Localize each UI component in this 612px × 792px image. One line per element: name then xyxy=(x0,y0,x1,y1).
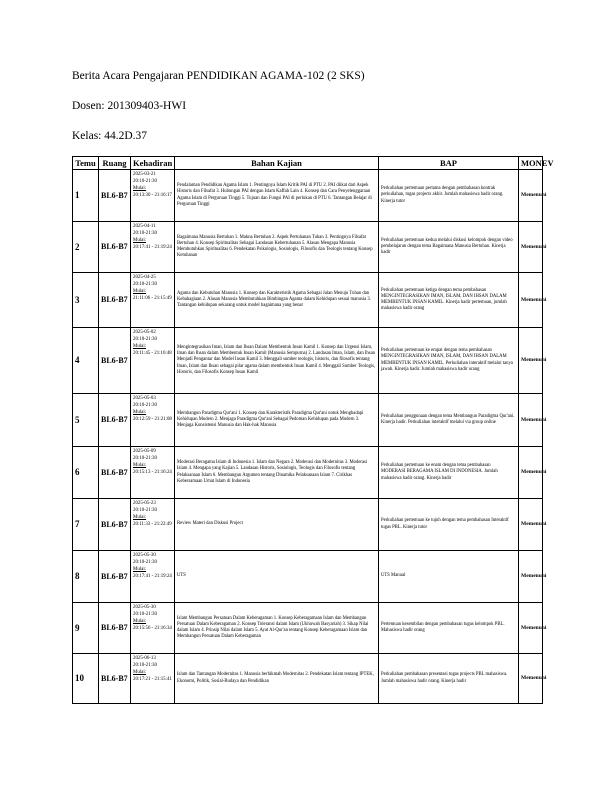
session-time-range: 20:10-21:30 xyxy=(133,508,157,513)
cell-kehadiran xyxy=(131,654,175,704)
cell-ruang: BL6-B7 xyxy=(99,328,131,394)
session-date: 2025-04-11 xyxy=(133,224,156,229)
page-title: Berita Acara Pengajaran PENDIDIKAN AGAMA-102 (2 SKS) xyxy=(72,70,365,82)
teaching-record-table xyxy=(72,156,554,704)
session-time-range: 20:10-21:30 xyxy=(133,231,157,236)
session-date: 2025-05-30 xyxy=(133,553,156,558)
session-start-label: Mulai: xyxy=(133,186,147,191)
cell-ruang: BL6-B7 xyxy=(99,499,131,551)
col-header-temu: Temu xyxy=(73,157,99,170)
cell-monev: Memenuhi xyxy=(519,170,543,222)
table-row xyxy=(73,170,543,222)
cell-temu: 10 xyxy=(73,654,99,704)
table-row xyxy=(73,499,543,551)
col-header-ruang: Ruang xyxy=(99,157,131,170)
session-attendance-time: 20:17:41 - 21:19:24 xyxy=(133,574,172,579)
cell-temu: 1 xyxy=(73,170,99,222)
session-date: 2025-05-03 xyxy=(133,396,156,401)
cell-bap: Perkuliahan pertemuan pertama dengan pembahasan kontrak perkuliahan, tugas projects akhir. Jumlah mahasiswa hadir orang. Kinerja tutor xyxy=(379,170,519,222)
cell-kehadiran xyxy=(131,603,175,654)
cell-bahan-kajian: Islam Membangun Persatuan Dalam Keberagaman 1. Konsep Keberagamaan Islam dan Membangun Persatuan Dalam Keberagaman 2. Konsep Toleransi dalam Islam (Ukhuwah Basyariah) 3. Sikap Nilai dalam Islam 4. Prinsip Nilai dalam Islam 5. Ayat Al-Qur'an tentang Konsep Keberagamaan Islam dan Membangun Persatuan Dalam Keberagaman xyxy=(175,603,379,654)
session-date: 2025-04-25 xyxy=(133,275,156,280)
col-header-monev: MONEV xyxy=(519,157,543,170)
cell-bahan-kajian: UTS xyxy=(175,551,379,603)
session-start-label: Mulai: xyxy=(133,670,147,675)
session-time-range: 20:10-21:30 xyxy=(133,179,157,184)
session-attendance-time: 20:11:33 - 21:22:49 xyxy=(133,522,172,527)
cell-monev: Memenuhi xyxy=(519,654,543,704)
col-header-kehadiran: Kehadiran xyxy=(131,157,175,170)
table-row xyxy=(73,394,543,447)
col-header-bahan-kajian: Bahan Kajian xyxy=(175,157,379,170)
table-row xyxy=(73,603,543,654)
session-date: 2025-05-02 xyxy=(133,330,156,335)
cell-temu: 9 xyxy=(73,603,99,654)
cell-ruang: BL6-B7 xyxy=(99,654,131,704)
session-start-label: Mulai: xyxy=(133,515,147,520)
session-time-range: 20:10-21:30 xyxy=(133,337,157,342)
cell-kehadiran xyxy=(131,273,175,328)
cell-temu: 7 xyxy=(73,499,99,551)
session-attendance-time: 20:13:30 - 21:16:17 xyxy=(133,193,172,198)
session-date: 2025-06-13 xyxy=(133,656,156,661)
cell-bap: Perkuliahan pembahasan presentasi tugas projects PBL mahasiswa. Jumlah mahasiswa hadir orang. Kinerja hadir xyxy=(379,654,519,704)
cell-ruang: BL6-B7 xyxy=(99,394,131,447)
cell-kehadiran xyxy=(131,447,175,499)
session-attendance-time: 20:11:45 - 21:16:48 xyxy=(133,351,172,356)
session-date: 2025-05-09 xyxy=(133,449,156,454)
session-start-label: Mulai: xyxy=(133,619,147,624)
cell-bap: Perkuliahan pertemuan ke tujuh dengan tema pembahasan Interaktif tugas PBL. Kinerja tutor xyxy=(379,499,519,551)
table-header-row xyxy=(73,157,543,170)
session-time-range: 20:10-21:30 xyxy=(133,560,157,565)
cell-monev: Memenuhi xyxy=(519,273,543,328)
cell-kehadiran xyxy=(131,328,175,394)
session-start-label: Mulai: xyxy=(133,344,147,349)
cell-ruang: BL6-B7 xyxy=(99,603,131,654)
cell-bahan-kajian: Bagaimana Manusia Bertuhan 1. Makna Bertuhan 2. Aspek Pertuhanan Tuhan 3. Pentingnya Filsafat Bertuhan 4. Konsep Spiritualitas Sebagai Landasan Kebertuhanan 5. Alasan Mengapa Manusia Membutuhkan Spiritualitas 6. Pendekatan Psikologis, Sosiologis, Filosofis dan Teologis tentang Konsep Ketuhanan xyxy=(175,222,379,273)
lecturer-line: Dosen: 201309403-HWI xyxy=(72,100,187,112)
cell-monev: Memenuhi xyxy=(519,603,543,654)
cell-bahan-kajian: Mengintegrasikan Iman, Islam dan Ihsan Dalam Membentuk Insan Kamil 1. Konsep dan Urgensi Islam, Iman dan Ihsan dalam Membentuk Insan Kamil (Manusia Sempurna) 2. Landasan Iman, Islam, dan Ihsan Menjadi Pengantar dan Model Insan Kamil 3. Menggali sumber teologis, historis, dan filosofis tentang Iman, Islam dan Ihsan sebagai pilar agama dalam membentuk Insan Kamil 4. Menggali Sumber Teologis, Historis, dan Filosofis Konsep Insan Kamil xyxy=(175,328,379,394)
cell-ruang: BL6-B7 xyxy=(99,447,131,499)
cell-temu: 4 xyxy=(73,328,99,394)
session-date: 2025-05-23 xyxy=(133,501,156,506)
cell-monev: Memenuhi xyxy=(519,222,543,273)
cell-bahan-kajian: Agama dan Kebutuhan Manusia 1. Konsep dan Karakteristik Agama Sebagai Jalan Menuju Tuhan dan Kebahagiaan 2. Alasan Manusia Membutuhkan Bimbingan Agama dalam Kehidupan sesuai manusia 3. Tantangan kehidupan sekarang untuk model bagaimana yang benar xyxy=(175,273,379,328)
table-row xyxy=(73,551,543,603)
cell-bap: UTS Manual xyxy=(379,551,519,603)
session-attendance-time: 20:12:59 - 21:21:08 xyxy=(133,417,172,422)
cell-monev: Memenuhi xyxy=(519,394,543,447)
session-time-range: 20:10-21:30 xyxy=(133,403,157,408)
class-line: Kelas: 44.2D.37 xyxy=(72,130,148,142)
cell-ruang: BL6-B7 xyxy=(99,551,131,603)
table-row xyxy=(73,273,543,328)
cell-temu: 5 xyxy=(73,394,99,447)
cell-monev: Memenuhi xyxy=(519,551,543,603)
cell-kehadiran xyxy=(131,222,175,273)
session-time-range: 20:10-21:30 xyxy=(133,663,157,668)
cell-monev: Memenuhi xyxy=(519,499,543,551)
cell-temu: 8 xyxy=(73,551,99,603)
session-start-label: Mulai: xyxy=(133,238,147,243)
cell-temu: 2 xyxy=(73,222,99,273)
session-attendance-time: 20:15:13 - 21:16:24 xyxy=(133,470,172,475)
cell-bap: Pertemuan kesembilan dengan pembahasan tugas kelompok PBL. Mahasiswa hadir orang xyxy=(379,603,519,654)
session-start-label: Mulai: xyxy=(133,463,147,468)
cell-bahan-kajian: Islam dan Tantangan Modernitas 1. Manusia berhikmah Modernitas 2. Pendekatan Islam tentang IPTEK, Ekonomi, Politik, Sosial-Budaya dan Pendidikan xyxy=(175,654,379,704)
cell-bap: Perkuliahan pertemuan kedua melalui diskusi kelompok dengan video pembelajaran dengan tema Bagaimana Manusia Bertuhan. Kinerja hadir xyxy=(379,222,519,273)
cell-ruang: BL6-B7 xyxy=(99,273,131,328)
cell-bahan-kajian: Pendalaman Pendidikan Agama Islam 1. Pentingnya Islam Kritik PAI di PTU 2. PAI diikat dari Aspek Historis dan Filsafat 3. Hubungan PAI dengan Islam Kaffah Lain 4. Konsep dan Cara Penyelenggaraan Agama Islam di Perguruan Tinggi 5. Tujuan dan Fungsi PAI di perlukan di PTU 6. Tantangan Belajar di Perguruan Tinggi xyxy=(175,170,379,222)
session-start-label: Mulai: xyxy=(133,567,147,572)
cell-temu: 3 xyxy=(73,273,99,328)
session-attendance-time: 20:15:56 - 21:16:34 xyxy=(133,626,172,631)
session-start-label: Mulai: xyxy=(133,289,147,294)
session-time-range: 20:10-21:30 xyxy=(133,612,157,617)
cell-temu: 6 xyxy=(73,447,99,499)
cell-bap: Perkuliahan pertemuan ke enam dengan tema pembahasan MODERASI BERAGAMA ISLAM DI INDONESIA. Jumlah mahasiswa hadir orang. Kinerja hadir xyxy=(379,447,519,499)
session-date: 2025-05-30 xyxy=(133,605,156,610)
cell-kehadiran xyxy=(131,394,175,447)
session-start-label: Mulai: xyxy=(133,410,147,415)
session-attendance-time: 20:17:21 - 21:15:41 xyxy=(133,677,172,682)
cell-bahan-kajian: Membangun Paradigma Qur'ani 1. Konsep dan Karakteristik Paradigma Qur'ani untuk Menghadapi Kehidupan Modern 2. Menjaga Paradigma Qur'ani Sebagai Pedoman Kehidupan pada Modern 3. Menjaga Konsistensi Manusia dan Hak-hak Manusia xyxy=(175,394,379,447)
table-row xyxy=(73,447,543,499)
cell-kehadiran xyxy=(131,551,175,603)
cell-bap: Perkuliahan pertemuan ke empat dengan tema pembahasan MENGINTEGRASIKAN IMAN, ISLAM, DAN IHSAN DALAM MEMBENTUK INSAN KAMIL. Perkuliahan interaktif melalui tanya jawab. Kinerja hadir. Jumlah mahasiswa hadir orang xyxy=(379,328,519,394)
cell-ruang: BL6-B7 xyxy=(99,222,131,273)
cell-monev: Memenuhi xyxy=(519,328,543,394)
session-attendance-time: 21:11:06 - 21:15:49 xyxy=(133,296,172,301)
cell-bahan-kajian: Moderasi Beragama Islam di Indonesia 1. Islam dan Negara 2. Moderasi dan Modernitas 3. Moderasi Islam 4. Mengapa yang Kajian 5. Landasan Historis, Sosiologis, Teologis dan Filosofis tentang Pelaksanaan Islam 6. Membangun Argumen tentang Dinamika Pelaksanaan Islam 7. Cirikhas Kebersamaan Umat Islam di Indonesia xyxy=(175,447,379,499)
table-row xyxy=(73,328,543,394)
cell-kehadiran xyxy=(131,499,175,551)
session-time-range: 20:10-21:30 xyxy=(133,456,157,461)
session-time-range: 20:10-21:30 xyxy=(133,282,157,287)
session-date: 2025-03-21 xyxy=(133,172,156,177)
cell-kehadiran xyxy=(131,170,175,222)
col-header-bap: BAP xyxy=(379,157,519,170)
cell-bap: Perkuliahan penggunaan dengan tema Membangun Paradigma Qur'ani. Kinerja hadir. Perkuliahan interaktif melalui via group online xyxy=(379,394,519,447)
session-attendance-time: 20:17:41 - 21:19:24 xyxy=(133,245,172,250)
cell-bahan-kajian: Review Materi dan Diskusi Project xyxy=(175,499,379,551)
cell-monev: Memenuhi xyxy=(519,447,543,499)
table-row xyxy=(73,654,543,704)
table-row xyxy=(73,222,543,273)
cell-bap: Perkuliahan pertemuan ketiga dengan tema pembahasan MENGINTEGRASIKAN IMAN, ISLAM, DAN IHSAN DALAM MEMBENTUK INSAN KAMIL. Kinerja hadir pertemuan, jumlah mahasiswa hadir orang xyxy=(379,273,519,328)
cell-ruang: BL6-B7 xyxy=(99,170,131,222)
